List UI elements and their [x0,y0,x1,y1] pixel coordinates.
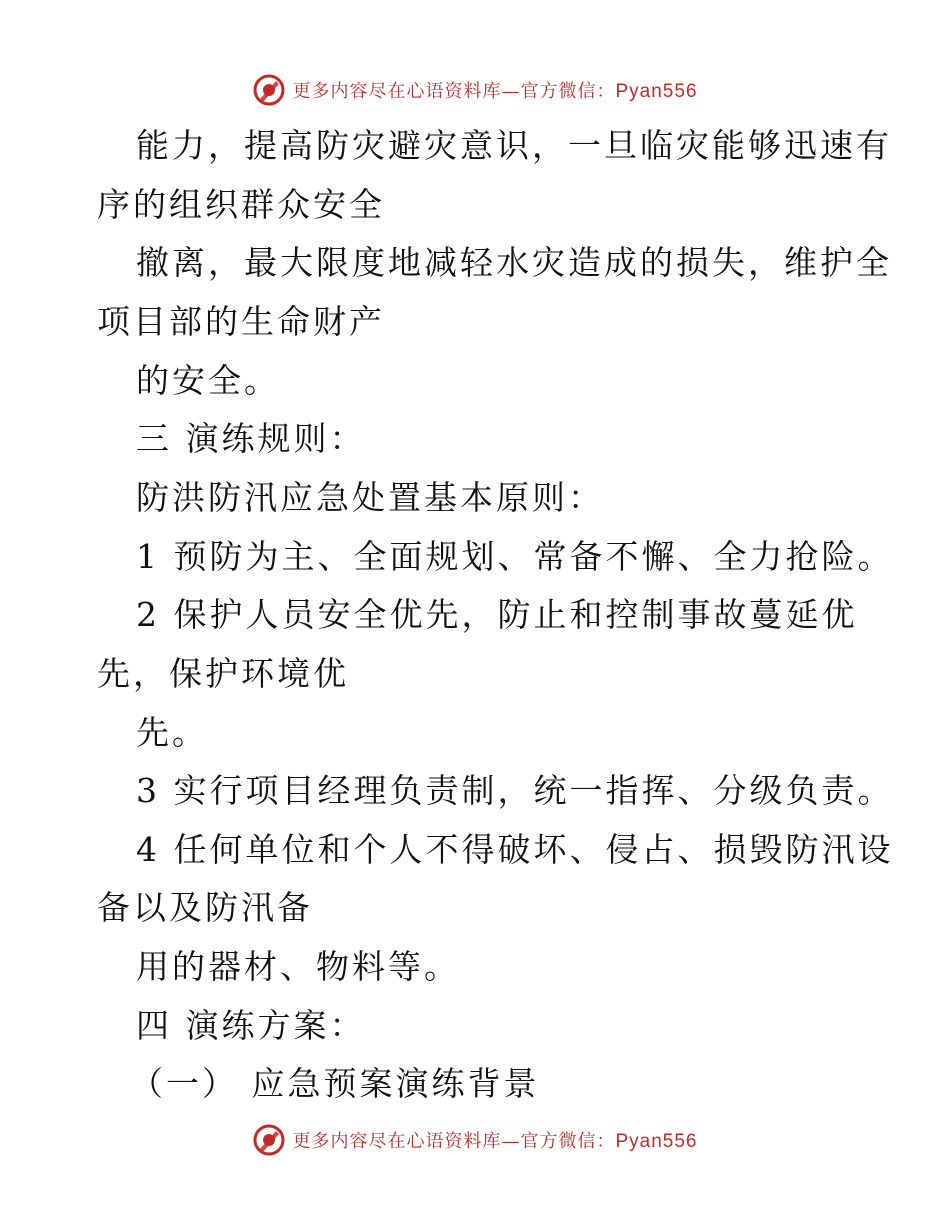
banner-wechat-id: Pyan556 [615,1131,698,1152]
paragraph-line: 先。 [136,713,208,752]
banner-text [292,77,697,103]
brand-logo-icon [252,1123,286,1157]
banner-label: 官方微信： [520,81,616,102]
banner-text [292,1127,697,1153]
footer-banner-inner [252,1123,697,1157]
paragraph-line: 能力，提高防灾避灾意识，一旦临灾能够迅速有 [136,126,892,165]
banner-label: 官方微信： [520,1131,616,1152]
paragraph-line: 序的组织群众安全 [97,185,385,224]
paragraph-line: 防洪防汛应急处置基本原则： [136,478,604,517]
list-item: 4 任何单位和个人不得破坏、侵占、损毁防汛设 [136,830,894,869]
section-heading: 四 演练方案： [136,1006,366,1045]
paragraph-line: 用的器材、物料等。 [136,947,460,986]
banner-brand: 更多内容尽在心语资料库 [292,81,502,102]
banner-separator: — [501,81,521,102]
section-heading: 三 演练规则： [136,419,366,458]
list-item: 1 预防为主、全面规划、常备不懈、全力抢险。 [136,537,894,576]
paragraph-line: 撤离，最大限度地减轻水灾造成的损失，维护全 [136,243,892,282]
list-item: 3 实行项目经理负责制，统一指挥、分级负责。 [136,771,894,810]
banner-separator: — [501,1131,521,1152]
paragraph-line: 项目部的生命财产 [97,302,385,341]
sub-section-heading: （一） 应急预案演练背景 [130,1064,540,1103]
banner-wechat-id: Pyan556 [615,81,698,102]
paragraph-line: 的安全。 [136,361,280,400]
brand-logo-icon [252,73,286,107]
header-banner-inner [252,73,697,107]
banner-brand: 更多内容尽在心语资料库 [292,1131,502,1152]
list-item: 2 保护人员安全优先，防止和控制事故蔓延优 [136,595,858,634]
header-banner [0,70,950,110]
paragraph-line: 备以及防汛备 [97,888,313,927]
footer-banner [0,1120,950,1160]
paragraph-line: 先，保护环境优 [97,654,349,693]
